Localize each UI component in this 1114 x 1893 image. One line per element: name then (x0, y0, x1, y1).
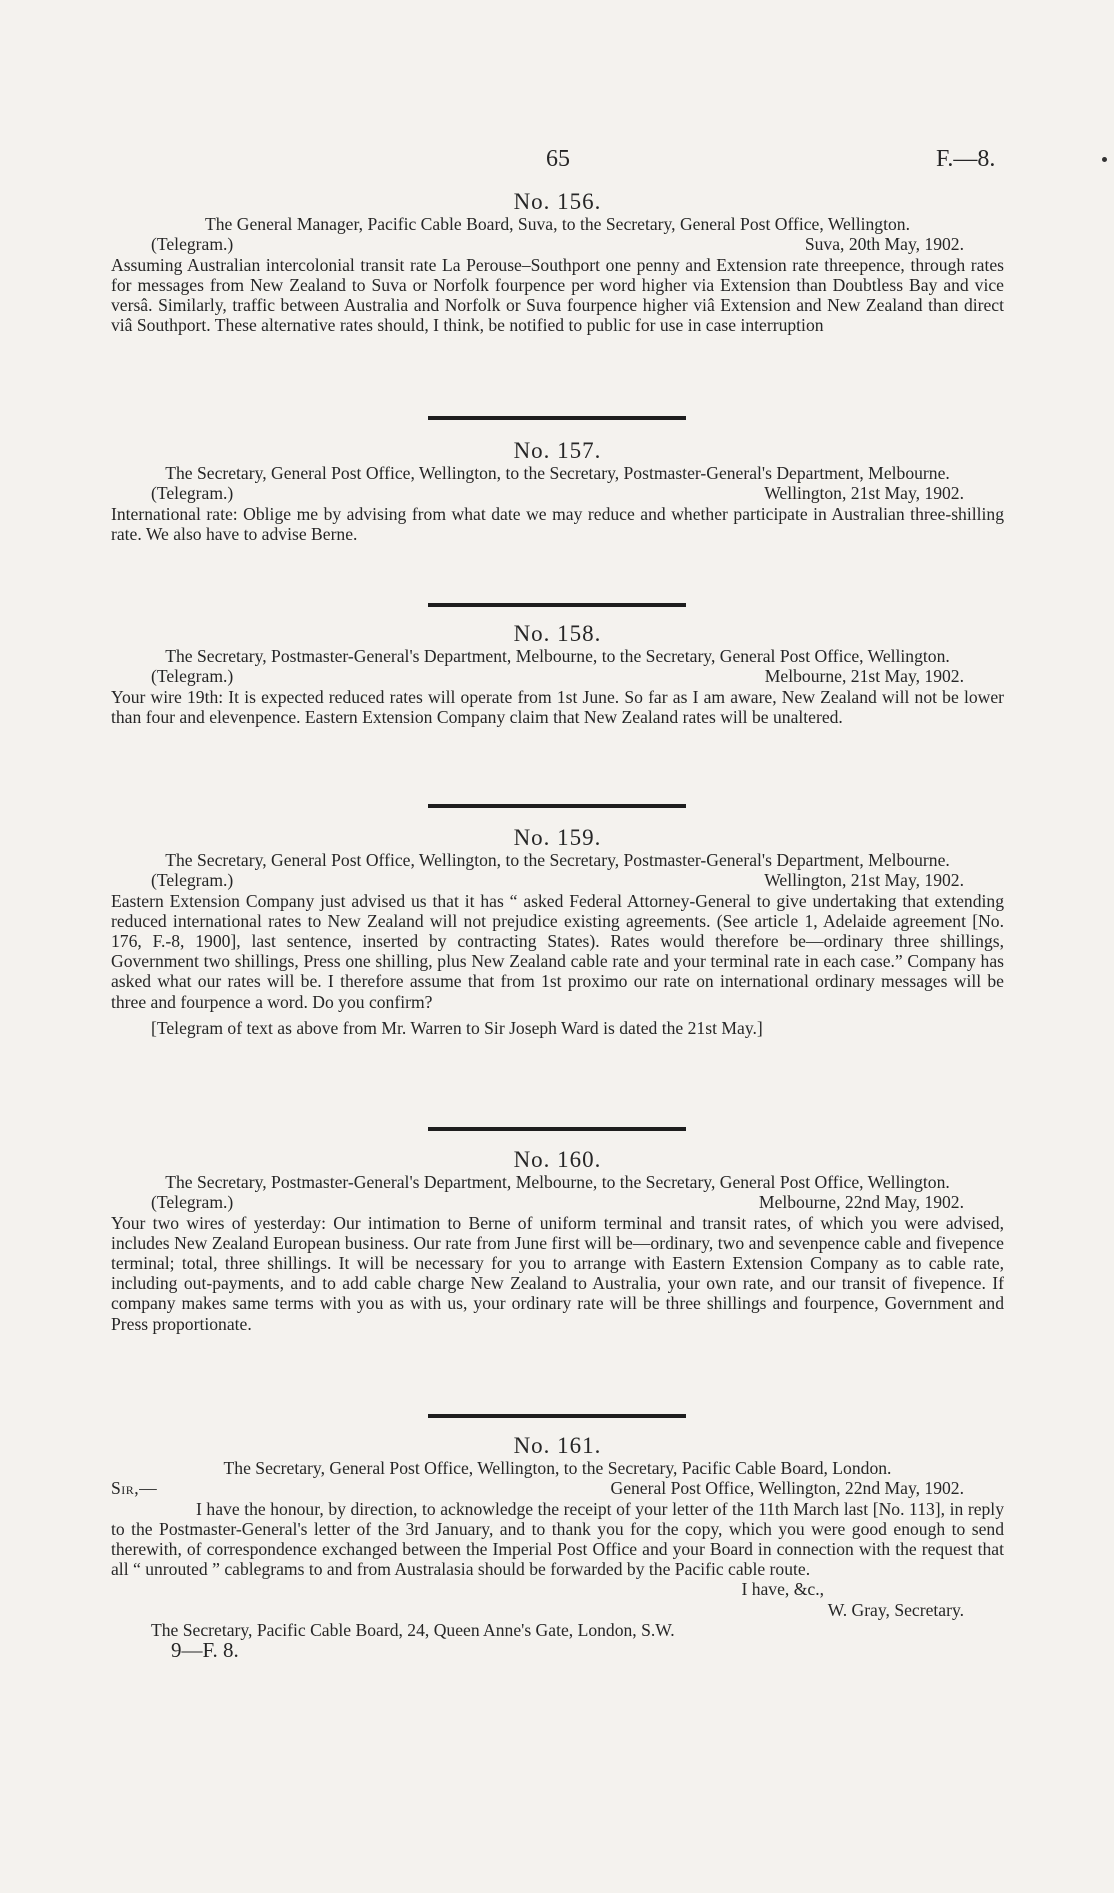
section-heading: The Secretary, General Post Office, Wellington, to the Secretary, Postmaster-General's Department, Melbourne. (165, 463, 950, 484)
telegram-date: Wellington, 21st May, 1902. (764, 483, 964, 504)
telegram-mode: (Telegram.) (151, 234, 234, 255)
section-divider (428, 603, 686, 607)
telegram-meta (111, 666, 1004, 686)
telegram-mode: (Telegram.) (151, 666, 234, 687)
section-heading: The Secretary, General Post Office, Wellington, to the Secretary, Pacific Cable Board, London. (223, 1458, 892, 1479)
section-divider (428, 1414, 686, 1418)
margin-mark (1102, 157, 1107, 162)
page-number: 65 (546, 146, 570, 172)
section-number: No. 156. (513, 189, 602, 214)
section-number: No. 159. (513, 825, 602, 850)
letter-body: I have the honour, by direction, to acknowledge the receipt of your letter of the 11th March last [No. 113], in reply to the Postmaster-General's letter of the 3rd January, and to thank you for the copy, which you were good enough to send therewith, of correspondence exchanged between the Imperial Post Office and your Board in connection with the request that all “ unrouted ” cablegrams to and from Australasia should be forwarded by the Pacific cable route. (111, 1498, 1004, 1580)
telegram-body: Your two wires of yesterday: Our intimation to Berne of uniform terminal and transit rates, of which you were advised, includes New Zealand European business. Our rate from June first will be—ordinary, two and sevenpence cable and fivepence terminal; total, three shillings. It will be necessary for you to arrange with Eastern Extension Company as to cable rate, including out-payments, and to add cable charge New Zealand to Australia, your own rate, and our transit of fivepence. If company makes same terms with you as with us, your ordinary rate will be three shillings and fourpence, Government and Press proportionate. (111, 1212, 1004, 1334)
section-159 (111, 825, 1004, 1038)
salutation: Sir,— (111, 1478, 158, 1499)
section-158 (111, 621, 1004, 727)
section-divider (428, 804, 686, 808)
telegram-meta (111, 1192, 1004, 1212)
telegram-mode: (Telegram.) (151, 870, 234, 891)
telegram-mode: (Telegram.) (151, 1192, 234, 1213)
telegram-date: Suva, 20th May, 1902. (804, 234, 964, 255)
section-heading: The Secretary, General Post Office, Wellington, to the Secretary, Postmaster-General's Department, Melbourne. (165, 850, 950, 871)
telegram-meta (111, 483, 1004, 503)
section-156 (111, 189, 1004, 336)
section-number: No. 157. (513, 438, 602, 463)
section-157 (111, 438, 1004, 544)
telegram-body: Your wire 19th: It is expected reduced rates will operate from 1st June. So far as I am aware, New Zealand will not be lower than four and elevenpence. Eastern Extension Company claim that New Zealand rates will be unaltered. (111, 686, 1004, 727)
telegram-date: Melbourne, 22nd May, 1902. (758, 1192, 964, 1213)
section-number: No. 158. (513, 621, 602, 646)
section-number: No. 161. (513, 1433, 602, 1458)
page-reference: F.—8. (936, 146, 996, 172)
editorial-note: [Telegram of text as above from Mr. Warren to Sir Joseph Ward is dated the 21st May.] (151, 1017, 763, 1038)
section-divider (428, 416, 686, 420)
telegram-mode: (Telegram.) (151, 483, 234, 504)
section-divider (428, 1127, 686, 1131)
folio-mark: 9—F. 8. (171, 1638, 239, 1663)
signature: W. Gray, Secretary. (827, 1599, 964, 1620)
telegram-body: Eastern Extension Company just advised us that it has “ asked Federal Attorney-General to give undertaking that extending reduced international rates to New Zealand will not prejudice existing agreements. (See article 1, Adelaide agreement [No. 176, F.-8, 1900], last sentence, inserted by contracting States). Rates would therefore be—ordinary three shillings, Government two shillings, Press one shilling, plus New Zealand cable rate and your terminal rate in each case.” Company has asked what our rates will be. I therefore assume that from 1st proximo our rate on international ordinary messages will be three and fourpence a word. Do you confirm? (111, 890, 1004, 1012)
closing: I have, &c., (741, 1579, 824, 1600)
telegram-date: Wellington, 21st May, 1902. (764, 870, 964, 891)
telegram-date: Melbourne, 21st May, 1902. (764, 666, 964, 687)
recipient-address: The Secretary, Pacific Cable Board, 24, Queen Anne's Gate, London, S.W. (151, 1619, 675, 1640)
telegram-meta (111, 234, 1004, 254)
section-heading: The Secretary, Postmaster-General's Department, Melbourne, to the Secretary, General Post Office, Wellington. (165, 1172, 950, 1193)
letter-date: General Post Office, Wellington, 22nd May, 1902. (610, 1478, 964, 1499)
letter-meta (111, 1478, 1004, 1498)
section-heading: The General Manager, Pacific Cable Board, Suva, to the Secretary, General Post Office, Wellington. (205, 214, 910, 235)
section-161 (111, 1433, 1004, 1663)
telegram-body: International rate: Oblige me by advising from what date we may reduce and whether participate in Australian three-shilling rate. We also have to advise Berne. (111, 503, 1004, 544)
section-heading: The Secretary, Postmaster-General's Department, Melbourne, to the Secretary, General Post Office, Wellington. (165, 646, 950, 667)
telegram-meta (111, 870, 1004, 890)
telegram-body: Assuming Australian intercolonial transit rate La Perouse–Southport one penny and Extension rate threepence, through rates for messages from New Zealand to Suva or Norfolk fourpence per word higher via Extension than Doubtless Bay and vice versâ. Similarly, traffic between Australia and Norfolk or Suva fourpence higher viâ Extension and New Zealand than direct viâ Southport. These alternative rates should, I think, be notified to public for use in case interruption (111, 254, 1004, 336)
section-number: No. 160. (513, 1147, 602, 1172)
section-160 (111, 1147, 1004, 1334)
